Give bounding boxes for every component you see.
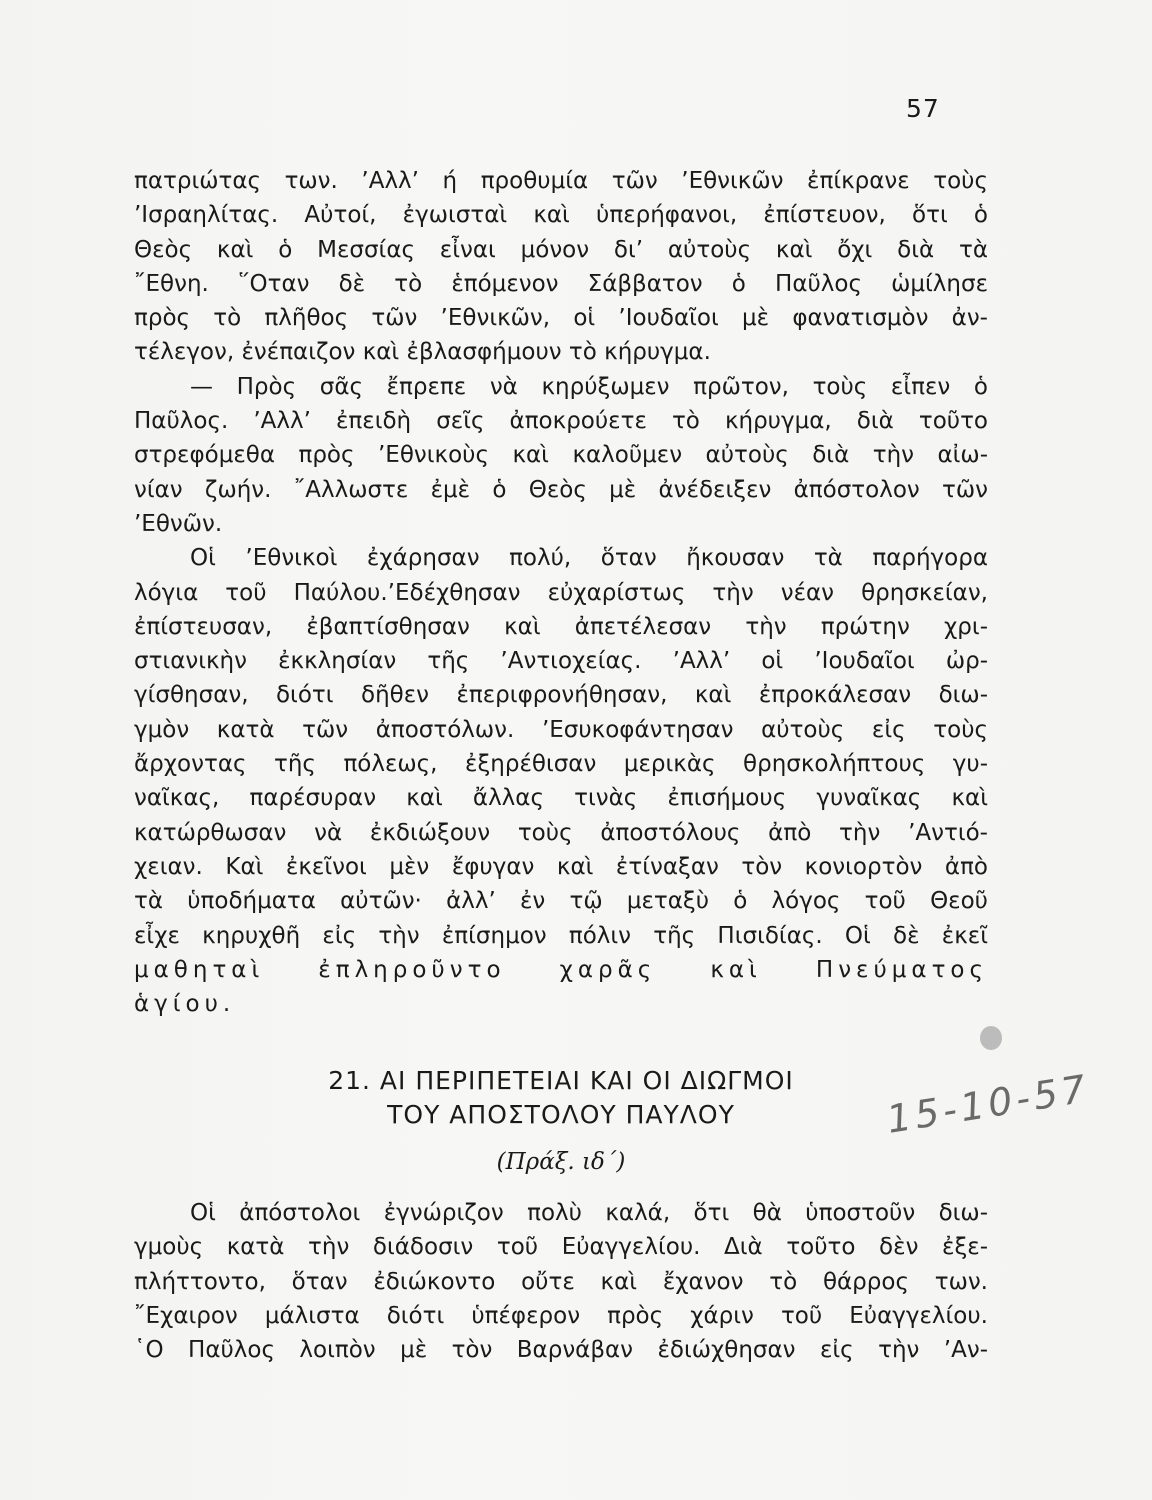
text-line: ἐπίστευσαν, ἐβαπτίσθησαν καὶ ἀπετέλεσαν τὴν πρώτην χρι- xyxy=(134,613,988,640)
text-line: ’Εθνῶν. xyxy=(134,510,223,537)
text-line: — Πρὸς σᾶς ἔπρεπε νὰ κηρύξωμεν πρῶτον, τοὺς εἶπεν ὁ xyxy=(190,373,988,400)
text-line: ’Ισραηλίτας. Αὐτοί, ἐγωισταὶ καὶ ὑπερήφανοι, ἐπίστευον, ὅτι ὁ xyxy=(134,202,988,229)
text-line: εἶχε κηρυχθῆ εἰς τὴν ἐπίσημον πόλιν τῆς Πισιδίας. Οἱ δὲ ἐκεῖ xyxy=(134,922,988,949)
text-line: μαθηταὶ ἐπληροῦντο χαρᾶς καὶ Πνεύματος xyxy=(134,956,988,983)
text-line: ἄρχοντας τῆς πόλεως, ἐξηρέθισαν μερικὰς θρησκολήπτους γυ- xyxy=(134,751,988,778)
text-line: στρεφόμεθα πρὸς ’Εθνικοὺς καὶ καλοῦμεν αὐτοὺς διὰ τὴν αἰω- xyxy=(134,442,988,469)
text-line: γίσθησαν, διότι δῆθεν ἐπεριφρονήθησαν, καὶ ἐπροκάλεσαν διω- xyxy=(134,682,988,709)
text-line: ἁγίου. xyxy=(134,991,236,1018)
chapter-heading-line2: ΤΟΥ ΑΠΟΣΤΟΛΟΥ ΠΑΥΛΟΥ xyxy=(387,1100,735,1129)
text-line: λόγια τοῦ Παύλου.’Εδέχθησαν εὐχαρίστως τὴν νέαν θρησκείαν, xyxy=(134,579,988,606)
ink-spot xyxy=(980,1026,1002,1050)
text-line: κατώρθωσαν νὰ ἐκδιώξουν τοὺς ἀποστόλους ἀπὸ τὴν ’Αντιό- xyxy=(134,819,988,846)
page-number: 57 xyxy=(906,94,940,123)
body-text-first xyxy=(134,164,988,1021)
text-line: Οἱ ’Εθνικοὶ ἐχάρησαν πολύ, ὅταν ἤκουσαν τὰ παρήγορα xyxy=(190,545,988,572)
handwritten-date: 15-10-57 xyxy=(883,1066,1093,1142)
chapter-heading-line1: 21. ΑΙ ΠΕΡΙΠΕΤΕΙΑΙ ΚΑΙ ΟΙ ΔΙΩΓΜΟΙ xyxy=(328,1066,794,1095)
text-line: ναῖκας, παρέσυραν καὶ ἄλλας τινὰς ἐπισήμους γυναῖκας καὶ xyxy=(134,785,988,812)
text-line: πρὸς τὸ πλῆθος τῶν ’Εθνικῶν, οἱ ’Ιουδαῖοι μὲ φανατισμὸν ἀν- xyxy=(134,305,988,332)
text-line: Θεὸς καὶ ὁ Μεσσίας εἶναι μόνον δι’ αὐτοὺς καὶ ὄχι διὰ τὰ xyxy=(134,236,988,263)
text-line: τὰ ὑποδήματα αὐτῶν· ἀλλ’ ἐν τῷ μεταξὺ ὁ λόγος τοῦ Θεοῦ xyxy=(134,888,988,915)
text-line: ῎Εθνη. ῞Οταν δὲ τὸ ἑπόμενον Σάββατον ὁ Παῦλος ὡμίλησε xyxy=(134,270,988,297)
text-line: Παῦλος. ’Αλλ’ ἐπειδὴ σεῖς ἀποκρούετε τὸ κήρυγμα, διὰ τοῦτο xyxy=(134,408,988,435)
text-line: στιανικὴν ἐκκλησίαν τῆς ’Αντιοχείας. ’Αλλ’ οἱ ’Ιουδαῖοι ὠρ- xyxy=(134,648,988,675)
text-line: πλήττοντο, ὅταν ἐδιώκοντο οὔτε καὶ ἔχανον τὸ θάρρος των. xyxy=(134,1268,988,1295)
text-line: γμοὺς κατὰ τὴν διάδοσιν τοῦ Εὐαγγελίου. Διὰ τοῦτο δὲν ἐξε- xyxy=(134,1234,988,1261)
text-line: γμὸν κατὰ τῶν ἀποστόλων. ’Εσυκοφάντησαν αὐτοὺς εἰς τοὺς xyxy=(134,716,988,743)
text-line: Οἱ ἀπόστολοι ἐγνώριζον πολὺ καλά, ὅτι θὰ ὑποστοῦν διω- xyxy=(190,1200,988,1226)
text-line: χειαν. Καὶ ἐκεῖνοι μὲν ἔφυγαν καὶ ἐτίναξαν τὸν κονιορτὸν ἀπὸ xyxy=(134,853,988,880)
scripture-reference: (Πράξ. ιδ΄) xyxy=(496,1149,626,1175)
text-line: τέλεγον, ἐνέπαιζον καὶ ἐβλασφήμουν τὸ κήρυγμα. xyxy=(134,339,711,366)
body-text-second xyxy=(134,1196,988,1367)
text-line: ῎Εχαιρον μάλιστα διότι ὑπέφερον πρὸς χάριν τοῦ Εὐαγγελίου. xyxy=(134,1302,988,1329)
text-line: πατριώτας των. ’Αλλ’ ή προθυμία τῶν ’Εθνικῶν ἐπίκρανε τοὺς xyxy=(134,168,988,194)
text-line: ῾Ο Παῦλος λοιπὸν μὲ τὸν Βαρνάβαν ἐδιώχθησαν εἰς τὴν ’Αν- xyxy=(134,1337,988,1364)
text-line: νίαν ζωήν. ῎Αλλωστε ἐμὲ ὁ Θεὸς μὲ ἀνέδειξεν ἀπόστολον τῶν xyxy=(134,476,988,503)
